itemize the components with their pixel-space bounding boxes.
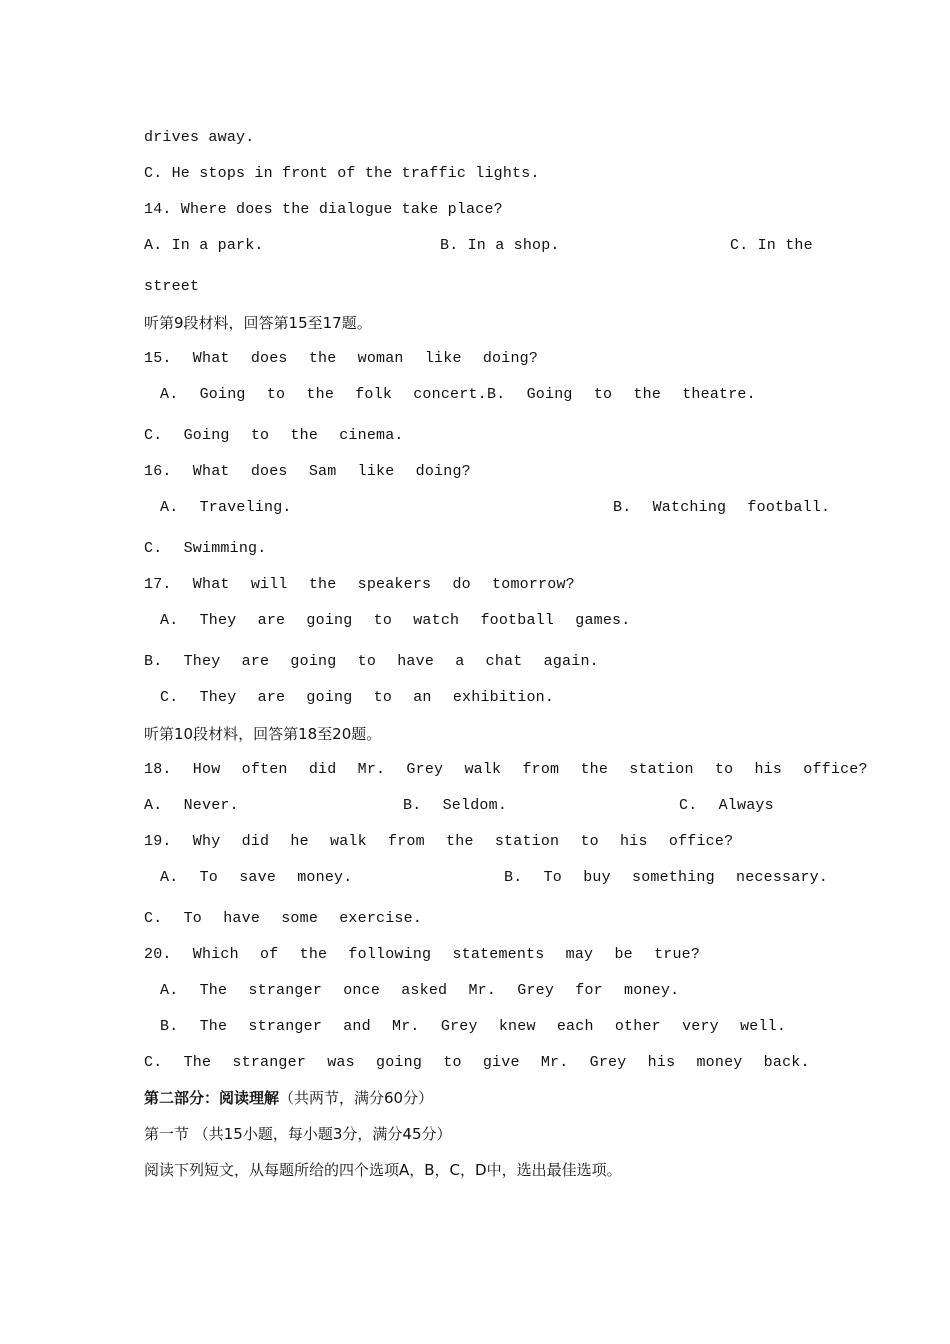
option-a: A. In a park. [144,237,264,254]
instructions: 阅读下列短文，从每题所给的四个选项A，B，C，D中，选出最佳选项。 [144,1161,622,1179]
question-15: 15. What does the woman like doing? [144,350,539,367]
subsection-heading: 第一节 （共15小题，每小题3分，满分45分） [144,1125,452,1143]
option-c: C. In the [730,237,813,254]
part-title: 第二部分：阅读理解 [144,1089,280,1107]
option-c: C. To have some exercise. [144,910,423,927]
option-c: C. Swimming. [144,540,267,557]
question-20: 20. Which of the following statements may be true? [144,946,701,963]
option-a: A. The stranger once asked Mr. Grey for money. [160,982,680,999]
text-line: drives away. [144,129,255,146]
option-a: A. They are going to watch football games. [160,612,631,629]
section-heading: 听第9段材料，回答第15至17题。 [144,314,372,332]
option-b: B. Seldom. [403,797,508,814]
option-c: C. Going to the cinema. [144,427,404,444]
option-a: A. To save money. [160,869,353,886]
option-b: B. In a shop. [440,237,560,254]
part-detail: （共两节，满分60分） [279,1089,434,1107]
option-c: C. He stops in front of the traffic lights. [144,165,540,182]
option-c: C. They are going to an exhibition. [160,689,555,706]
option-b: B. Going to the theatre. [487,386,756,403]
question-18: 18. How often did Mr. Grey walk from the station to his office? [144,761,868,778]
question-16: 16. What does Sam like doing? [144,463,471,480]
option-c: C. Always [679,797,774,814]
option-b: B. To buy something necessary. [504,869,829,886]
option-c: C. The stranger was going to give Mr. Grey his money back. [144,1054,810,1071]
section-heading: 听第10段材料，回答第18至20题。 [144,725,382,743]
option-a: A. Going to the folk concert. [160,386,487,403]
question-19: 19. Why did he walk from the station to his office? [144,833,734,850]
option-b: B. Watching football. [613,499,831,516]
part-heading [144,1088,433,1108]
option-b: B. They are going to have a chat again. [144,653,599,670]
option-a: A. Traveling. [160,499,292,516]
question-14: 14. Where does the dialogue take place? [144,201,503,218]
option-a: A. Never. [144,797,239,814]
option-b: B. The stranger and Mr. Grey knew each other very well. [160,1018,787,1035]
option-c-continued: street [144,278,200,295]
question-17: 17. What will the speakers do tomorrow? [144,576,575,593]
